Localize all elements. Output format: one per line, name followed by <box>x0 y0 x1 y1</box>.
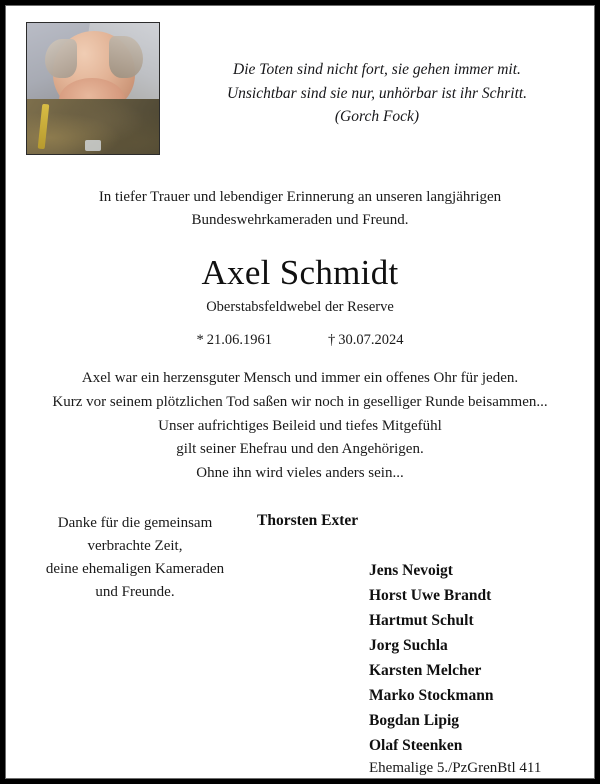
signer-name: Jens Nevoigt <box>369 561 453 579</box>
signature-area <box>6 511 594 776</box>
death-date <box>328 332 404 349</box>
signer-name: Horst Uwe Brandt <box>369 586 492 604</box>
intro-line-2: Bundeswehrkameraden und Freund. <box>191 212 409 229</box>
portrait-hair-left <box>45 39 77 78</box>
intro-line-1: In tiefer Trauer und lebendiger Erinnerung an unseren langjährigen <box>98 189 502 205</box>
eulogy-line-4: gilt seiner Ehefrau und den Angehörigen. <box>176 441 424 458</box>
portrait-uniform-badge <box>85 140 101 152</box>
signers-list <box>369 558 493 759</box>
signer-name: Karsten Melcher <box>369 662 482 680</box>
signer-name: Marko Stockmann <box>369 687 494 705</box>
thanks-line-2: verbrachte Zeit, <box>87 537 183 554</box>
military-unit-line: Ehemalige 5./PzGrenBtl 411 <box>369 759 542 776</box>
birth-date-value: 21.06.1961 <box>206 332 272 349</box>
portrait-photo <box>26 22 160 155</box>
birth-date <box>197 332 273 349</box>
portrait-hair-right <box>109 36 143 78</box>
signer-name: Jorg Suchla <box>369 637 448 655</box>
thanks-message <box>24 512 246 605</box>
obituary-notice-inner <box>5 5 595 779</box>
deceased-name: Axel Schmidt <box>201 252 399 292</box>
thanks-line-4: und Freunde. <box>95 584 175 601</box>
quote-line-1: Die Toten sind nicht fort, sie gehen immer mit. <box>233 61 521 78</box>
intro-paragraph <box>44 186 556 233</box>
deceased-rank: Oberstabsfeldwebel der Reserve <box>206 299 394 316</box>
death-date-value: 30.07.2024 <box>338 332 404 349</box>
eulogy-line-5: Ohne ihn wird vieles anders sein... <box>196 465 404 481</box>
lead-signer-name: Thorsten Exter <box>257 511 359 529</box>
quote-line-2: Unsichtbar sind sie nur, unhörbar ist ihr Schritt. <box>226 84 528 102</box>
eulogy-line-2: Kurz vor seinem plötzlichen Tod saßen wir noch in geselliger Runde beisammen... <box>52 393 548 410</box>
eulogy-line-3: Unser aufrichtiges Beileid und tiefes Mitgefühl <box>158 417 442 434</box>
eulogy-paragraph <box>28 367 572 485</box>
notice-header <box>6 6 594 156</box>
death-cross-icon: † <box>328 332 336 349</box>
signer-name: Bogdan Lipig <box>369 712 460 730</box>
quote-attribution: (Gorch Fock) <box>334 108 420 126</box>
signer-name: Hartmut Schult <box>369 611 474 629</box>
eulogy-line-1: Axel war ein herzensguter Mensch und immer ein offenes Ohr für jeden. <box>81 370 519 387</box>
memorial-quote <box>178 58 576 129</box>
thanks-line-3: deine ehemaligen Kameraden <box>45 561 225 578</box>
thanks-line-1: Danke für die gemeinsam <box>57 514 213 531</box>
signer-name: Olaf Steenken <box>369 737 463 755</box>
life-dates <box>6 332 594 349</box>
birth-star-icon: * <box>196 332 204 349</box>
